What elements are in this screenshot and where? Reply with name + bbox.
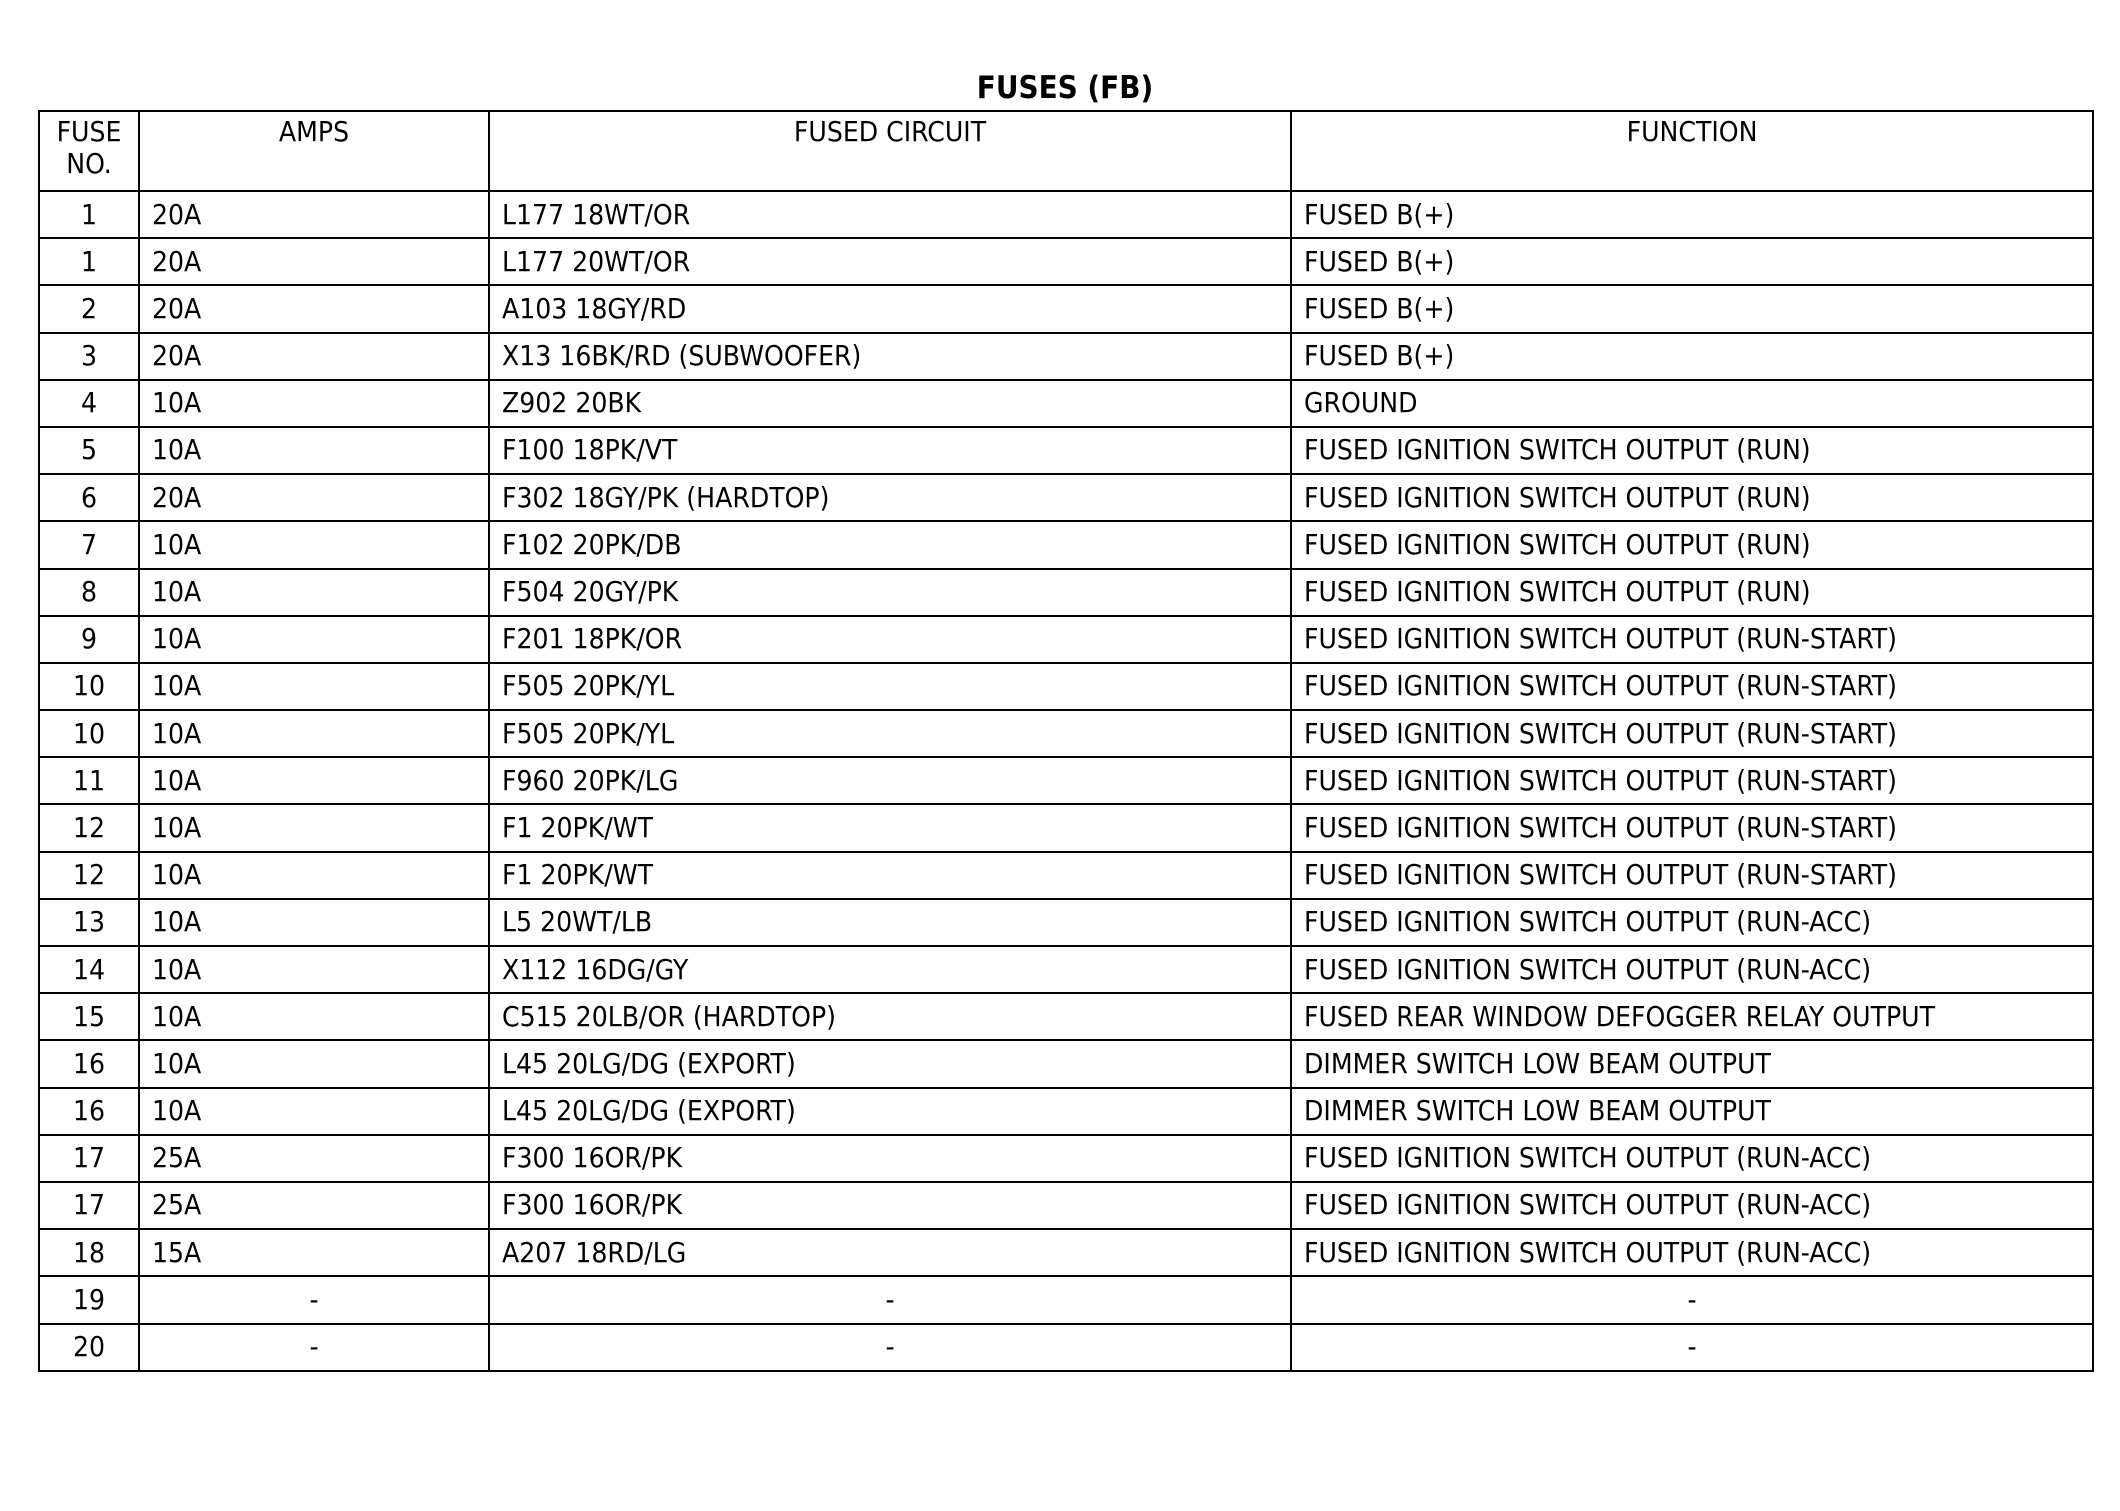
fuse-number-cell: 1 <box>39 238 139 285</box>
fuse-number-cell: 4 <box>39 380 139 427</box>
fused-circuit-cell: F302 18GY/PK (HARDTOP) <box>489 474 1291 521</box>
function-cell: FUSED IGNITION SWITCH OUTPUT (RUN) <box>1291 569 2093 616</box>
fused-circuit-cell: F300 16OR/PK <box>489 1135 1291 1182</box>
fuse-number-cell: 10 <box>39 663 139 710</box>
amps-cell: 10A <box>139 757 489 804</box>
function-cell: FUSED B(+) <box>1291 191 2093 238</box>
fuse-table-body <box>39 191 2093 1371</box>
table-row <box>39 946 2093 993</box>
fuse-number-cell: 15 <box>39 993 139 1040</box>
fuse-number-cell: 16 <box>39 1040 139 1087</box>
fuse-table <box>38 110 2094 1372</box>
fuse-number-cell: 16 <box>39 1088 139 1135</box>
table-row <box>39 852 2093 899</box>
fused-circuit-cell: F1 20PK/WT <box>489 852 1291 899</box>
amps-cell: 10A <box>139 1040 489 1087</box>
fuse-number-cell: 11 <box>39 757 139 804</box>
page-title: FUSES (FB) <box>976 70 1154 106</box>
header-fuse-no <box>39 111 139 191</box>
fuse-number-cell: 2 <box>39 285 139 332</box>
amps-cell: 10A <box>139 993 489 1040</box>
function-cell: FUSED IGNITION SWITCH OUTPUT (RUN-START) <box>1291 616 2093 663</box>
amps-cell: 10A <box>139 427 489 474</box>
function-cell: FUSED IGNITION SWITCH OUTPUT (RUN-ACC) <box>1291 1135 2093 1182</box>
fused-circuit-cell: L45 20LG/DG (EXPORT) <box>489 1088 1291 1135</box>
function-cell: FUSED B(+) <box>1291 238 2093 285</box>
fuse-number-cell: 12 <box>39 804 139 851</box>
table-row <box>39 757 2093 804</box>
table-row <box>39 710 2093 757</box>
table-row <box>39 1229 2093 1276</box>
amps-cell: 10A <box>139 804 489 851</box>
fuse-number-cell: 10 <box>39 710 139 757</box>
amps-cell: 20A <box>139 238 489 285</box>
table-row <box>39 899 2093 946</box>
fused-circuit-cell: F100 18PK/VT <box>489 427 1291 474</box>
amps-cell: 20A <box>139 191 489 238</box>
fused-circuit-cell: L5 20WT/LB <box>489 899 1291 946</box>
amps-cell: 10A <box>139 616 489 663</box>
function-cell: - <box>1291 1276 2093 1323</box>
fused-circuit-cell: F1 20PK/WT <box>489 804 1291 851</box>
function-cell: FUSED IGNITION SWITCH OUTPUT (RUN) <box>1291 427 2093 474</box>
fused-circuit-cell: F505 20PK/YL <box>489 710 1291 757</box>
table-row <box>39 1182 2093 1229</box>
function-cell: GROUND <box>1291 380 2093 427</box>
table-row <box>39 993 2093 1040</box>
fuse-number-cell: 9 <box>39 616 139 663</box>
fuse-number-cell: 19 <box>39 1276 139 1323</box>
amps-cell: 10A <box>139 521 489 568</box>
fuse-number-cell: 12 <box>39 852 139 899</box>
amps-cell: - <box>139 1276 489 1323</box>
header-amps: AMPS <box>139 111 489 191</box>
fused-circuit-cell: C515 20LB/OR (HARDTOP) <box>489 993 1291 1040</box>
function-cell: FUSED IGNITION SWITCH OUTPUT (RUN-ACC) <box>1291 899 2093 946</box>
function-cell: FUSED IGNITION SWITCH OUTPUT (RUN-START) <box>1291 710 2093 757</box>
fuse-number-cell: 17 <box>39 1182 139 1229</box>
table-row <box>39 333 2093 380</box>
function-cell: FUSED IGNITION SWITCH OUTPUT (RUN-ACC) <box>1291 1182 2093 1229</box>
fused-circuit-cell: F960 20PK/LG <box>489 757 1291 804</box>
fused-circuit-cell: A207 18RD/LG <box>489 1229 1291 1276</box>
amps-cell: 10A <box>139 852 489 899</box>
fused-circuit-cell: X112 16DG/GY <box>489 946 1291 993</box>
function-cell: FUSED IGNITION SWITCH OUTPUT (RUN-ACC) <box>1291 1229 2093 1276</box>
table-row <box>39 1040 2093 1087</box>
fuse-number-cell: 1 <box>39 191 139 238</box>
fused-circuit-cell: - <box>489 1276 1291 1323</box>
fuse-number-cell: 17 <box>39 1135 139 1182</box>
fuse-number-cell: 5 <box>39 427 139 474</box>
table-row <box>39 238 2093 285</box>
header-fused-circuit: FUSED CIRCUIT <box>489 111 1291 191</box>
function-cell: FUSED IGNITION SWITCH OUTPUT (RUN-ACC) <box>1291 946 2093 993</box>
table-row <box>39 804 2093 851</box>
function-cell: FUSED IGNITION SWITCH OUTPUT (RUN-START) <box>1291 757 2093 804</box>
amps-cell: 10A <box>139 899 489 946</box>
table-row <box>39 616 2093 663</box>
function-cell: FUSED IGNITION SWITCH OUTPUT (RUN) <box>1291 521 2093 568</box>
fused-circuit-cell: F201 18PK/OR <box>489 616 1291 663</box>
fused-circuit-cell: L177 20WT/OR <box>489 238 1291 285</box>
fuse-number-cell: 20 <box>39 1324 139 1371</box>
fuse-number-cell: 3 <box>39 333 139 380</box>
table-row <box>39 380 2093 427</box>
header-function: FUNCTION <box>1291 111 2093 191</box>
function-cell: FUSED IGNITION SWITCH OUTPUT (RUN-START) <box>1291 804 2093 851</box>
fused-circuit-cell: L177 18WT/OR <box>489 191 1291 238</box>
table-header-row <box>39 111 2093 191</box>
table-row <box>39 569 2093 616</box>
function-cell: FUSED B(+) <box>1291 333 2093 380</box>
fused-circuit-cell: Z902 20BK <box>489 380 1291 427</box>
amps-cell: 25A <box>139 1182 489 1229</box>
amps-cell: 20A <box>139 474 489 521</box>
fused-circuit-cell: X13 16BK/RD (SUBWOOFER) <box>489 333 1291 380</box>
function-cell: FUSED IGNITION SWITCH OUTPUT (RUN) <box>1291 474 2093 521</box>
amps-cell: 10A <box>139 946 489 993</box>
table-row <box>39 427 2093 474</box>
table-row <box>39 285 2093 332</box>
fuse-number-cell: 6 <box>39 474 139 521</box>
function-cell: FUSED REAR WINDOW DEFOGGER RELAY OUTPUT <box>1291 993 2093 1040</box>
header-fuse-no-line2: NO. <box>66 147 112 181</box>
fuse-number-cell: 14 <box>39 946 139 993</box>
fuse-number-cell: 13 <box>39 899 139 946</box>
fused-circuit-cell: F300 16OR/PK <box>489 1182 1291 1229</box>
function-cell: FUSED IGNITION SWITCH OUTPUT (RUN-START) <box>1291 852 2093 899</box>
table-row <box>39 1324 2093 1371</box>
amps-cell: 10A <box>139 710 489 757</box>
fused-circuit-cell: L45 20LG/DG (EXPORT) <box>489 1040 1291 1087</box>
fused-circuit-cell: F505 20PK/YL <box>489 663 1291 710</box>
amps-cell: 25A <box>139 1135 489 1182</box>
table-row <box>39 474 2093 521</box>
table-row <box>39 1088 2093 1135</box>
table-row <box>39 521 2093 568</box>
function-cell: DIMMER SWITCH LOW BEAM OUTPUT <box>1291 1040 2093 1087</box>
amps-cell: 10A <box>139 380 489 427</box>
amps-cell: - <box>139 1324 489 1371</box>
function-cell: DIMMER SWITCH LOW BEAM OUTPUT <box>1291 1088 2093 1135</box>
amps-cell: 10A <box>139 663 489 710</box>
fuse-number-cell: 8 <box>39 569 139 616</box>
table-row <box>39 191 2093 238</box>
fused-circuit-cell: A103 18GY/RD <box>489 285 1291 332</box>
amps-cell: 10A <box>139 569 489 616</box>
fuse-number-cell: 18 <box>39 1229 139 1276</box>
fused-circuit-cell: - <box>489 1324 1291 1371</box>
fuse-number-cell: 7 <box>39 521 139 568</box>
table-row <box>39 663 2093 710</box>
amps-cell: 15A <box>139 1229 489 1276</box>
amps-cell: 10A <box>139 1088 489 1135</box>
table-row <box>39 1276 2093 1323</box>
fused-circuit-cell: F102 20PK/DB <box>489 521 1291 568</box>
function-cell: FUSED B(+) <box>1291 285 2093 332</box>
function-cell: FUSED IGNITION SWITCH OUTPUT (RUN-START) <box>1291 663 2093 710</box>
function-cell: - <box>1291 1324 2093 1371</box>
table-row <box>39 1135 2093 1182</box>
fused-circuit-cell: F504 20GY/PK <box>489 569 1291 616</box>
header-fuse-no-line1: FUSE <box>56 115 122 148</box>
amps-cell: 20A <box>139 333 489 380</box>
amps-cell: 20A <box>139 285 489 332</box>
